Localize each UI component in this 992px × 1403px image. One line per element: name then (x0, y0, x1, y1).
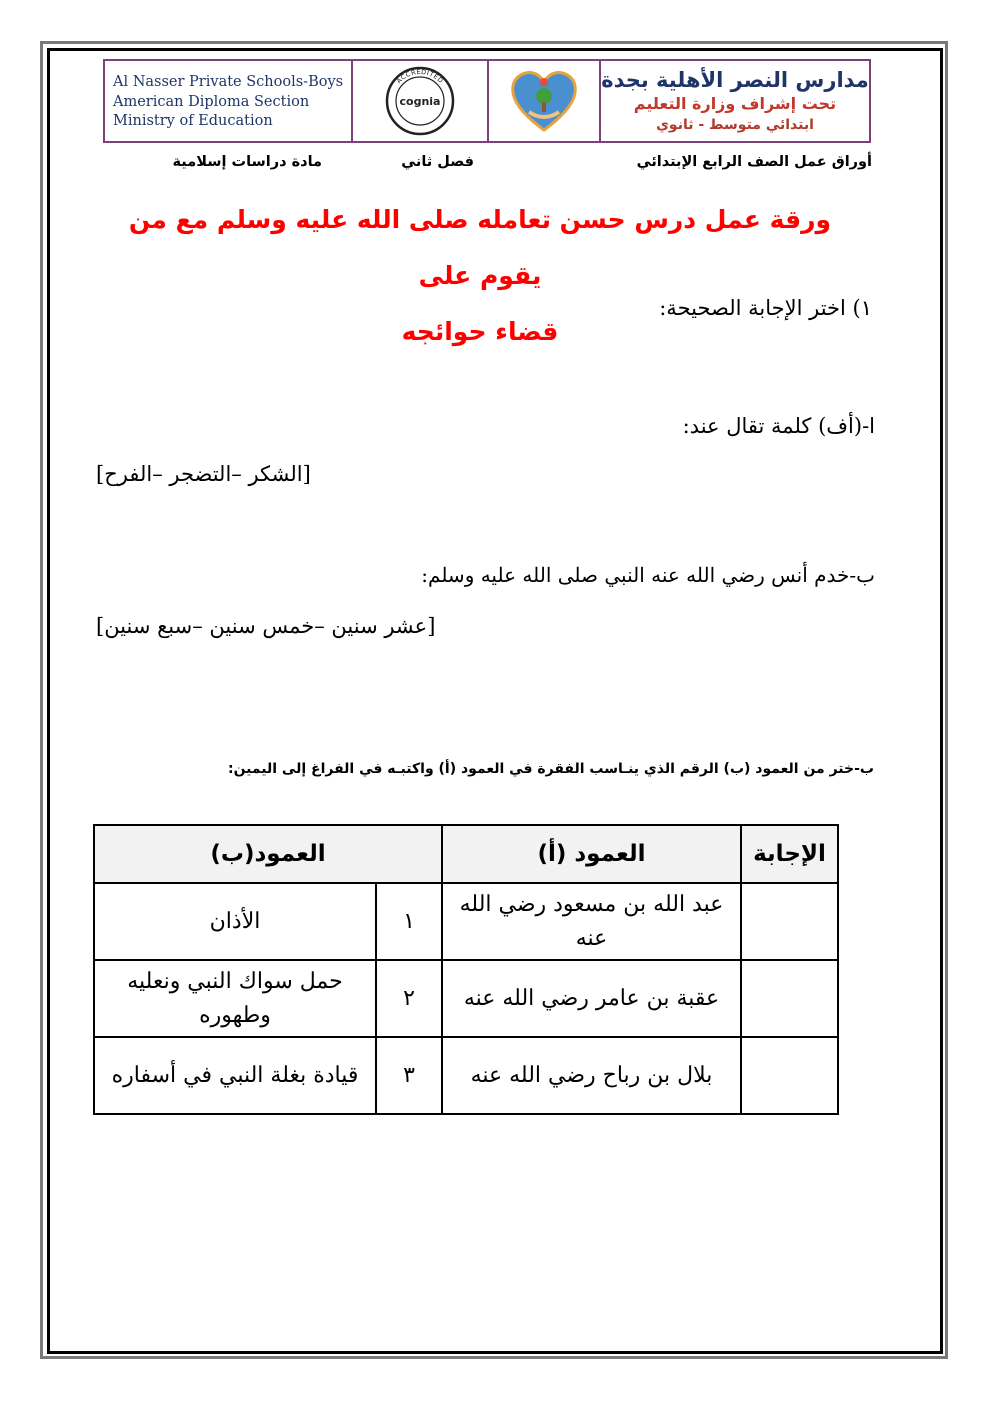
question-1-heading: ١) اختر الإجابة الصحيحة: (659, 296, 872, 320)
answer-blank[interactable] (741, 1037, 838, 1114)
subject-label: مادة دراسات إسلامية (172, 154, 322, 170)
column-a-item: عبد الله بن مسعود رضي الله عنه (442, 883, 741, 960)
section-name-en-line: American Diploma Section (113, 93, 310, 110)
header-column-a: العمود (أ) (442, 825, 741, 883)
title-line-2: قضاء حوائجه (401, 317, 559, 346)
header-answer: الإجابة (741, 825, 838, 883)
matching-table (93, 824, 839, 1115)
grade-label: أوراق عمل الصف الرابع الإبتدائي (636, 154, 872, 170)
answer-blank[interactable] (741, 883, 838, 960)
question-1a-options: [الشكر –التضجر –الفرح] (96, 462, 311, 486)
term-label: فصل ثاني (401, 154, 474, 170)
answer-blank[interactable] (741, 960, 838, 1037)
column-b-item: الأذان (94, 883, 376, 960)
column-a-item: عقبة بن عامر رضي الله عنه (442, 960, 741, 1037)
school-banner (103, 59, 871, 143)
cognia-name: cognia (399, 95, 441, 108)
table-row (94, 1037, 838, 1114)
column-b-number: ٣ (376, 1037, 442, 1114)
question-1b-options: [عشر سنين –خمس سنين –سبع سنين] (96, 614, 436, 638)
table-header-row (94, 825, 838, 883)
school-emblem-heart-logo (489, 61, 601, 141)
ministry-en-line: Ministry of Education (113, 113, 273, 129)
matching-instruction: ب-ختر من العمود (ب) الرقم الذي ينـاسب الفقرة في العمود (أ) واكتبـه في الفراغ إلى اليمين: (227, 761, 874, 777)
title-line-1: ورقة عمل درس حسن تعامله صلى الله عليه وسلم مع من يقوم على (128, 205, 832, 290)
table-row (94, 883, 838, 960)
worksheet-title (100, 192, 860, 360)
school-name-english (105, 61, 353, 141)
stages-ar-line: ابتدائي متوسط - ثانوي (656, 117, 814, 133)
question-1a-text: ا-(أف) كلمة تقال عند: (682, 414, 875, 438)
cognia-logo (353, 61, 489, 141)
column-b-number: ٢ (376, 960, 442, 1037)
accredited-label: ACCREDITED (394, 67, 446, 86)
column-b-number: ١ (376, 883, 442, 960)
table-row (94, 960, 838, 1037)
ministry-ar-line: تحت إشراف وزارة التعليم (633, 94, 837, 113)
school-name-ar-line: مدارس النصر الأهلية بجدة (601, 68, 869, 92)
column-a-item: بلال بن رباح رضي الله عنه (442, 1037, 741, 1114)
column-b-item: حمل سواك النبي ونعليه وطهوره (94, 960, 376, 1037)
school-name-en-line: Al Nasser Private Schools-Boys (113, 74, 344, 90)
header-column-b: العمود(ب) (94, 825, 442, 883)
question-1b-text: ب-خدم أنس رضي الله عنه النبي صلى الله عليه وسلم: (421, 563, 875, 587)
column-b-item: قيادة بغلة النبي في أسفاره (94, 1037, 376, 1114)
school-name-arabic (601, 61, 869, 141)
